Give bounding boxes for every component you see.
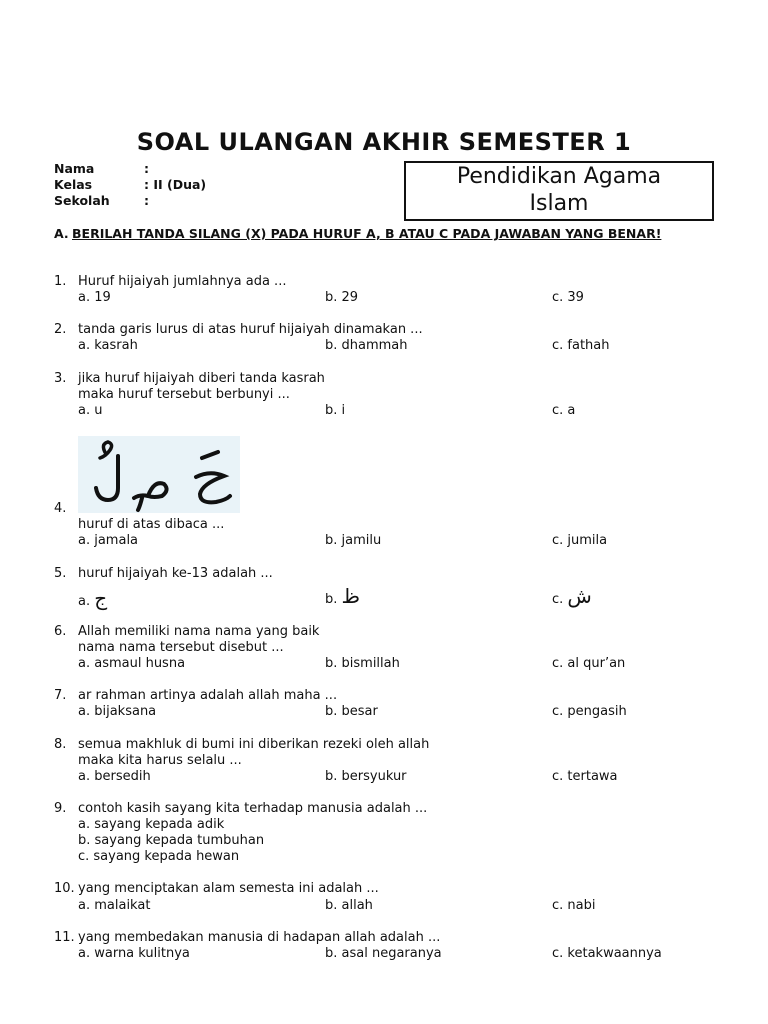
question-number: 11. (54, 930, 75, 945)
arabic-word-drawing (78, 436, 240, 513)
field-label: Kelas (54, 177, 93, 192)
field-kelas (54, 177, 206, 192)
page-title: SOAL ULANGAN AKHIR SEMESTER 1 (136, 128, 632, 156)
field-nama (54, 161, 149, 176)
option-a: a. kasrah (78, 338, 138, 353)
option-c: c. ketakwaannya (552, 946, 662, 961)
question-text: huruf hijaiyah ke-13 adalah ... (78, 566, 273, 581)
section-letter: A. (54, 226, 69, 241)
option-b: b. besar (325, 704, 378, 719)
option-a: a. bijaksana (78, 704, 157, 719)
question-text: Allah memiliki nama nama yang baik (78, 624, 320, 639)
subject-line-1: Pendidikan Agama (456, 164, 662, 189)
arabic-word-image (78, 436, 240, 513)
question-number: 1. (54, 274, 67, 289)
section-instruction: BERILAH TANDA SILANG (X) PADA HURUF A, B ATAU C PADA JAWABAN YANG BENAR! (72, 226, 662, 241)
option-c: c. a (552, 403, 576, 418)
question-text: semua makhluk di bumi ini diberikan rezeki oleh allah (78, 737, 430, 752)
field-value: : II (Dua) (144, 177, 207, 192)
option-a: a. u (78, 403, 103, 418)
option-a: a. bersedih (78, 769, 151, 784)
field-label: Sekolah (54, 193, 110, 208)
option-a: a. asmaul husna (78, 656, 186, 671)
option-b: b. bismillah (325, 656, 400, 671)
question-text: Huruf hijaiyah jumlahnya ada ... (78, 274, 287, 289)
option-a: a. malaikat (78, 898, 151, 913)
question-text: nama nama tersebut disebut ... (78, 640, 284, 655)
option-b: b. dhammah (325, 338, 408, 353)
question-text: ar rahman artinya adalah allah maha ... (78, 688, 338, 703)
option-letter: b. (325, 592, 338, 607)
question-number: 4. (54, 501, 67, 516)
option-letter: c. (552, 592, 564, 607)
option-b: b. bersyukur (325, 769, 407, 784)
question-text: maka huruf tersebut berbunyi ... (78, 387, 290, 402)
option-a: a. 19 (78, 290, 111, 305)
question-text: tanda garis lurus di atas huruf hijaiyah dinamakan ... (78, 322, 423, 337)
subject-line-2: Islam (529, 191, 589, 216)
question-number: 9. (54, 801, 67, 816)
option-a: a. warna kulitnya (78, 946, 190, 961)
option-c (552, 584, 592, 608)
option-c: c. pengasih (552, 704, 627, 719)
option-b: b. sayang kepada tumbuhan (78, 833, 265, 848)
option-c: c. sayang kepada hewan (78, 849, 240, 864)
field-value: : (144, 161, 149, 176)
subject-box (404, 161, 714, 221)
option-b (325, 584, 360, 608)
question-text: maka kita harus selalu ... (78, 753, 242, 768)
question-number: 5. (54, 566, 67, 581)
field-value: : (144, 193, 149, 208)
question-number: 6. (54, 624, 67, 639)
option-a (78, 586, 107, 610)
option-b: b. asal negaranya (325, 946, 442, 961)
question-text: huruf di atas dibaca ... (78, 517, 225, 532)
option-a: a. jamala (78, 533, 139, 548)
option-b: b. allah (325, 898, 373, 913)
option-c: c. fathah (552, 338, 610, 353)
option-arabic: ظ (341, 584, 361, 608)
question-number: 3. (54, 371, 67, 386)
question-text: yang membedakan manusia di hadapan allah adalah ... (78, 930, 441, 945)
question-number: 8. (54, 737, 67, 752)
question-number: 2. (54, 322, 67, 337)
question-text: yang menciptakan alam semesta ini adalah ... (78, 881, 379, 896)
option-c: c. jumila (552, 533, 608, 548)
option-arabic: ج (94, 586, 108, 610)
question-number: 10. (54, 881, 75, 896)
option-b: b. 29 (325, 290, 359, 305)
option-c: c. al qur’an (552, 656, 626, 671)
field-sekolah (54, 193, 149, 208)
option-arabic: ش (567, 584, 592, 608)
option-c: c. 39 (552, 290, 584, 305)
option-b: b. i (325, 403, 346, 418)
question-text: contoh kasih sayang kita terhadap manusia adalah ... (78, 801, 428, 816)
option-c: c. nabi (552, 898, 596, 913)
option-a: a. sayang kepada adik (78, 817, 225, 832)
question-text: jika huruf hijaiyah diberi tanda kasrah (78, 371, 325, 386)
option-letter: a. (78, 594, 91, 609)
field-label: Nama (54, 161, 95, 176)
option-c: c. tertawa (552, 769, 618, 784)
option-b: b. jamilu (325, 533, 382, 548)
question-number: 7. (54, 688, 67, 703)
